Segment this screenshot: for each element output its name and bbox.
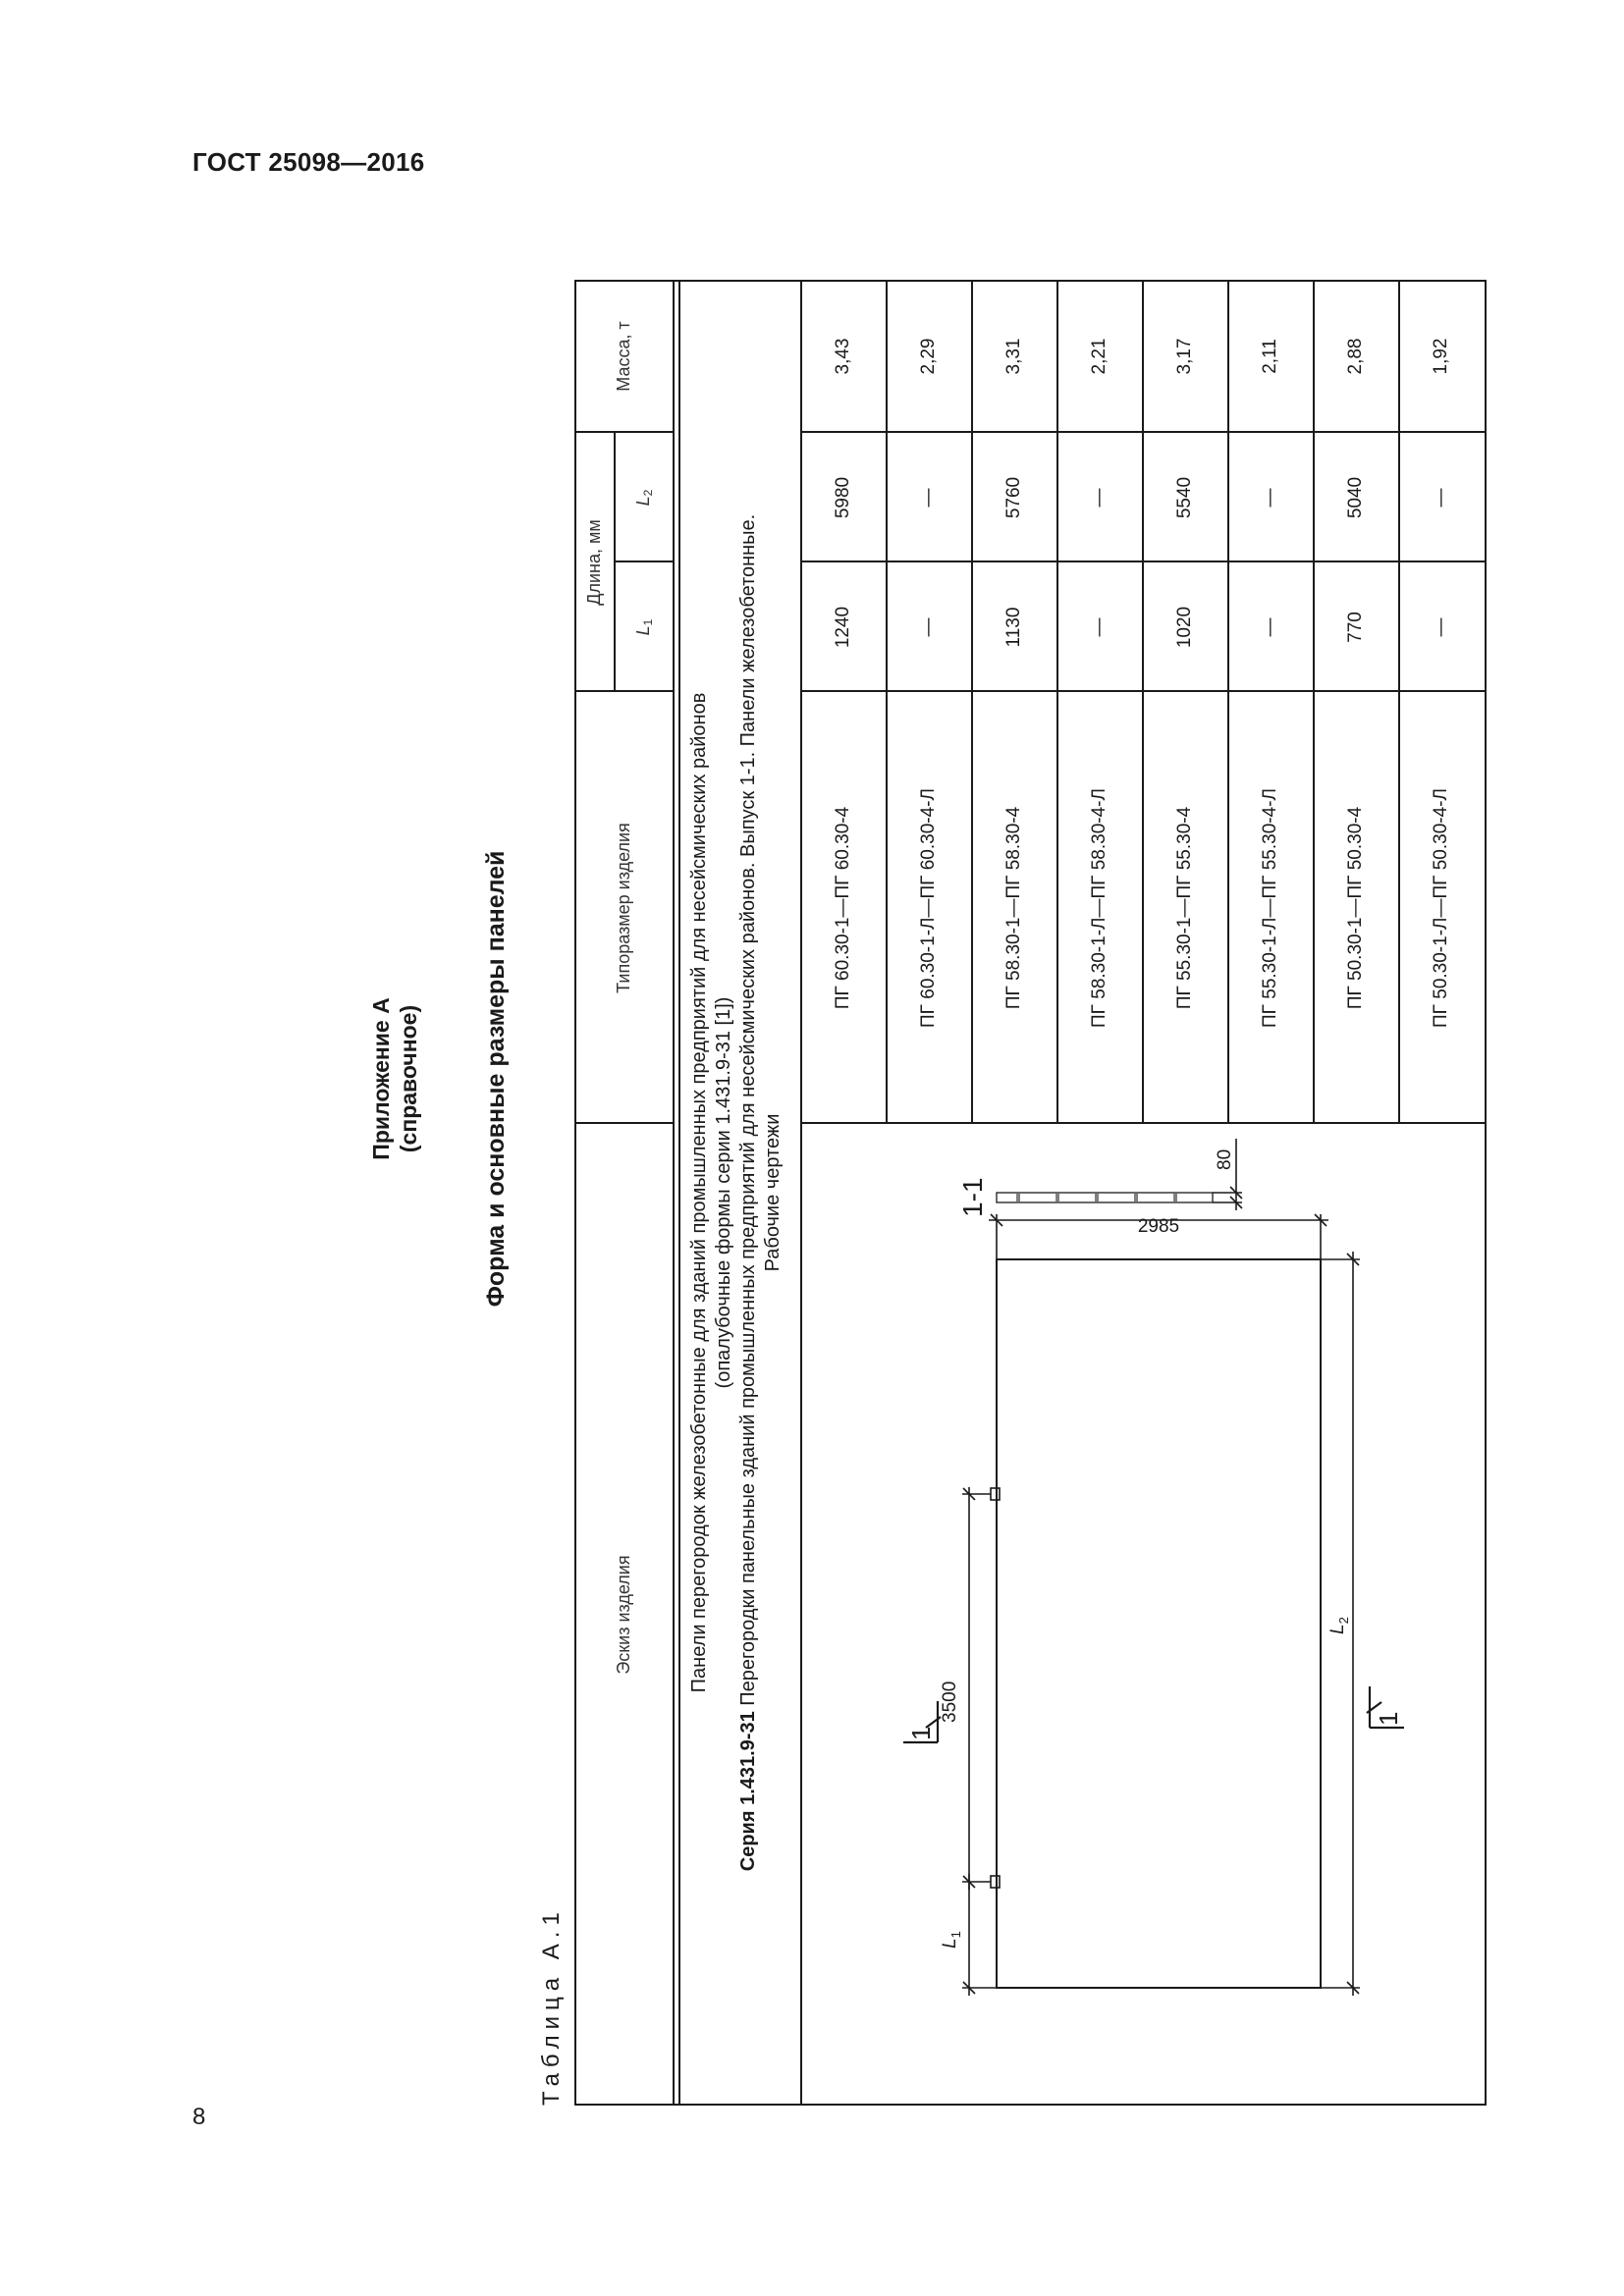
row-3-mass: 3,31	[1002, 338, 1024, 375]
row-1-mass: 3,43	[832, 338, 853, 375]
header-mass: Масса, т	[613, 321, 633, 392]
row-1-l2: 5980	[832, 476, 853, 519]
row-4-l1: —	[1088, 617, 1110, 637]
header-l1-sub: 1	[641, 618, 655, 626]
header-sketch: Эскиз изделия	[613, 1555, 633, 1675]
header-l2-letter: L	[632, 496, 653, 507]
row-7-l2: 5040	[1344, 476, 1366, 519]
row-5-l1: 1020	[1173, 606, 1195, 649]
series-title: Перегородки панельные зданий промышленных предприятий для несейсмических районов. Выпуск 1-1. Панели железобетонные.	[737, 513, 759, 1712]
dim-thickness-label: 80	[1215, 1148, 1235, 1170]
dim-l1-label: $L_1$	[940, 1931, 963, 1949]
row-1-size: ПГ 60.30-1—ПГ 60.30-4	[832, 806, 853, 1010]
notch-right	[991, 1488, 1000, 1500]
row-5-l2: 5540	[1173, 476, 1195, 519]
header-length: Длина, мм	[583, 519, 604, 606]
row-5-size: ПГ 55.30-1—ПГ 55.30-4	[1173, 806, 1195, 1010]
row-2-l2: —	[917, 488, 939, 507]
series-line-4: Рабочие чертежи	[762, 1113, 784, 1272]
row-8-l2: —	[1431, 488, 1451, 507]
section-title: Форма и основные размеры панелей	[482, 850, 510, 1308]
row-6-size: ПГ 55.30-1-Л—ПГ 55.30-4-Л	[1259, 788, 1280, 1028]
row-2-mass: 2,29	[917, 338, 939, 375]
row-8-l1: —	[1431, 617, 1451, 637]
row-8-mass: 1,92	[1431, 338, 1451, 375]
dim-opening-label: 3500	[940, 1681, 960, 1723]
row-6-l2: —	[1259, 488, 1280, 507]
dim-l2-label: $L_2$	[1327, 1617, 1351, 1634]
row-3-l1: 1130	[1002, 607, 1024, 648]
panel-sketch	[368, 1124, 1507, 2106]
table-a1	[368, 52, 1507, 2106]
series-code: Серия 1.431.9-31	[737, 1711, 759, 1872]
row-4-mass: 2,21	[1088, 338, 1110, 375]
header-l2	[614, 433, 673, 562]
rotated-table-block	[368, 52, 1507, 2106]
row-3-l2: 5760	[1002, 476, 1024, 519]
row-3-size: ПГ 58.30-1—ПГ 58.30-4	[1002, 806, 1024, 1010]
dim-height-label: 2985	[1137, 1216, 1180, 1237]
section-mark-label: 1-1	[957, 1177, 988, 1217]
table-label: Таблица А.1	[538, 1906, 565, 2106]
appendix-note: (справочное)	[396, 1004, 421, 1153]
row-2-size: ПГ 60.30-1-Л—ПГ 60.30-4-Л	[917, 788, 939, 1028]
series-line-1: Панели перегородок железобетонные для зданий промышленных предприятий для несейсмических районов	[688, 692, 710, 1693]
page-number: 8	[192, 2104, 206, 2130]
row-7-mass: 2,88	[1344, 338, 1366, 375]
header-l1	[614, 562, 673, 692]
header-l2-sub: 2	[641, 489, 655, 497]
header-size: Типоразмер изделия	[613, 823, 633, 993]
row-5-mass: 3,17	[1173, 338, 1195, 375]
row-1-l1: 1240	[832, 606, 853, 649]
section-strip	[997, 1193, 1213, 1202]
header-l1-letter: L	[632, 625, 653, 636]
series-line-2: (опалубочные формы серии 1.431.9-31 [1])	[713, 996, 734, 1389]
row-7-size: ПГ 50.30-1—ПГ 50.30-4	[1344, 806, 1366, 1010]
document-code: ГОСТ 25098—2016	[192, 147, 425, 177]
panel-outline	[997, 1259, 1321, 1988]
row-7-l1: 770	[1344, 612, 1366, 643]
row-8-size: ПГ 50.30-1-Л—ПГ 50.30-4-Л	[1431, 788, 1451, 1028]
row-4-size: ПГ 58.30-1-Л—ПГ 58.30-4-Л	[1088, 788, 1110, 1028]
row-6-mass: 2,11	[1259, 339, 1280, 374]
row-4-l2: —	[1088, 488, 1110, 507]
appendix-title: Приложение А	[368, 997, 394, 1160]
row-2-l1: —	[917, 617, 939, 637]
cut-mark-bottom: 1	[1374, 1711, 1403, 1726]
row-6-l1: —	[1259, 617, 1280, 637]
cut-mark-top: 1	[906, 1726, 936, 1740]
notch-left	[991, 1876, 1000, 1888]
